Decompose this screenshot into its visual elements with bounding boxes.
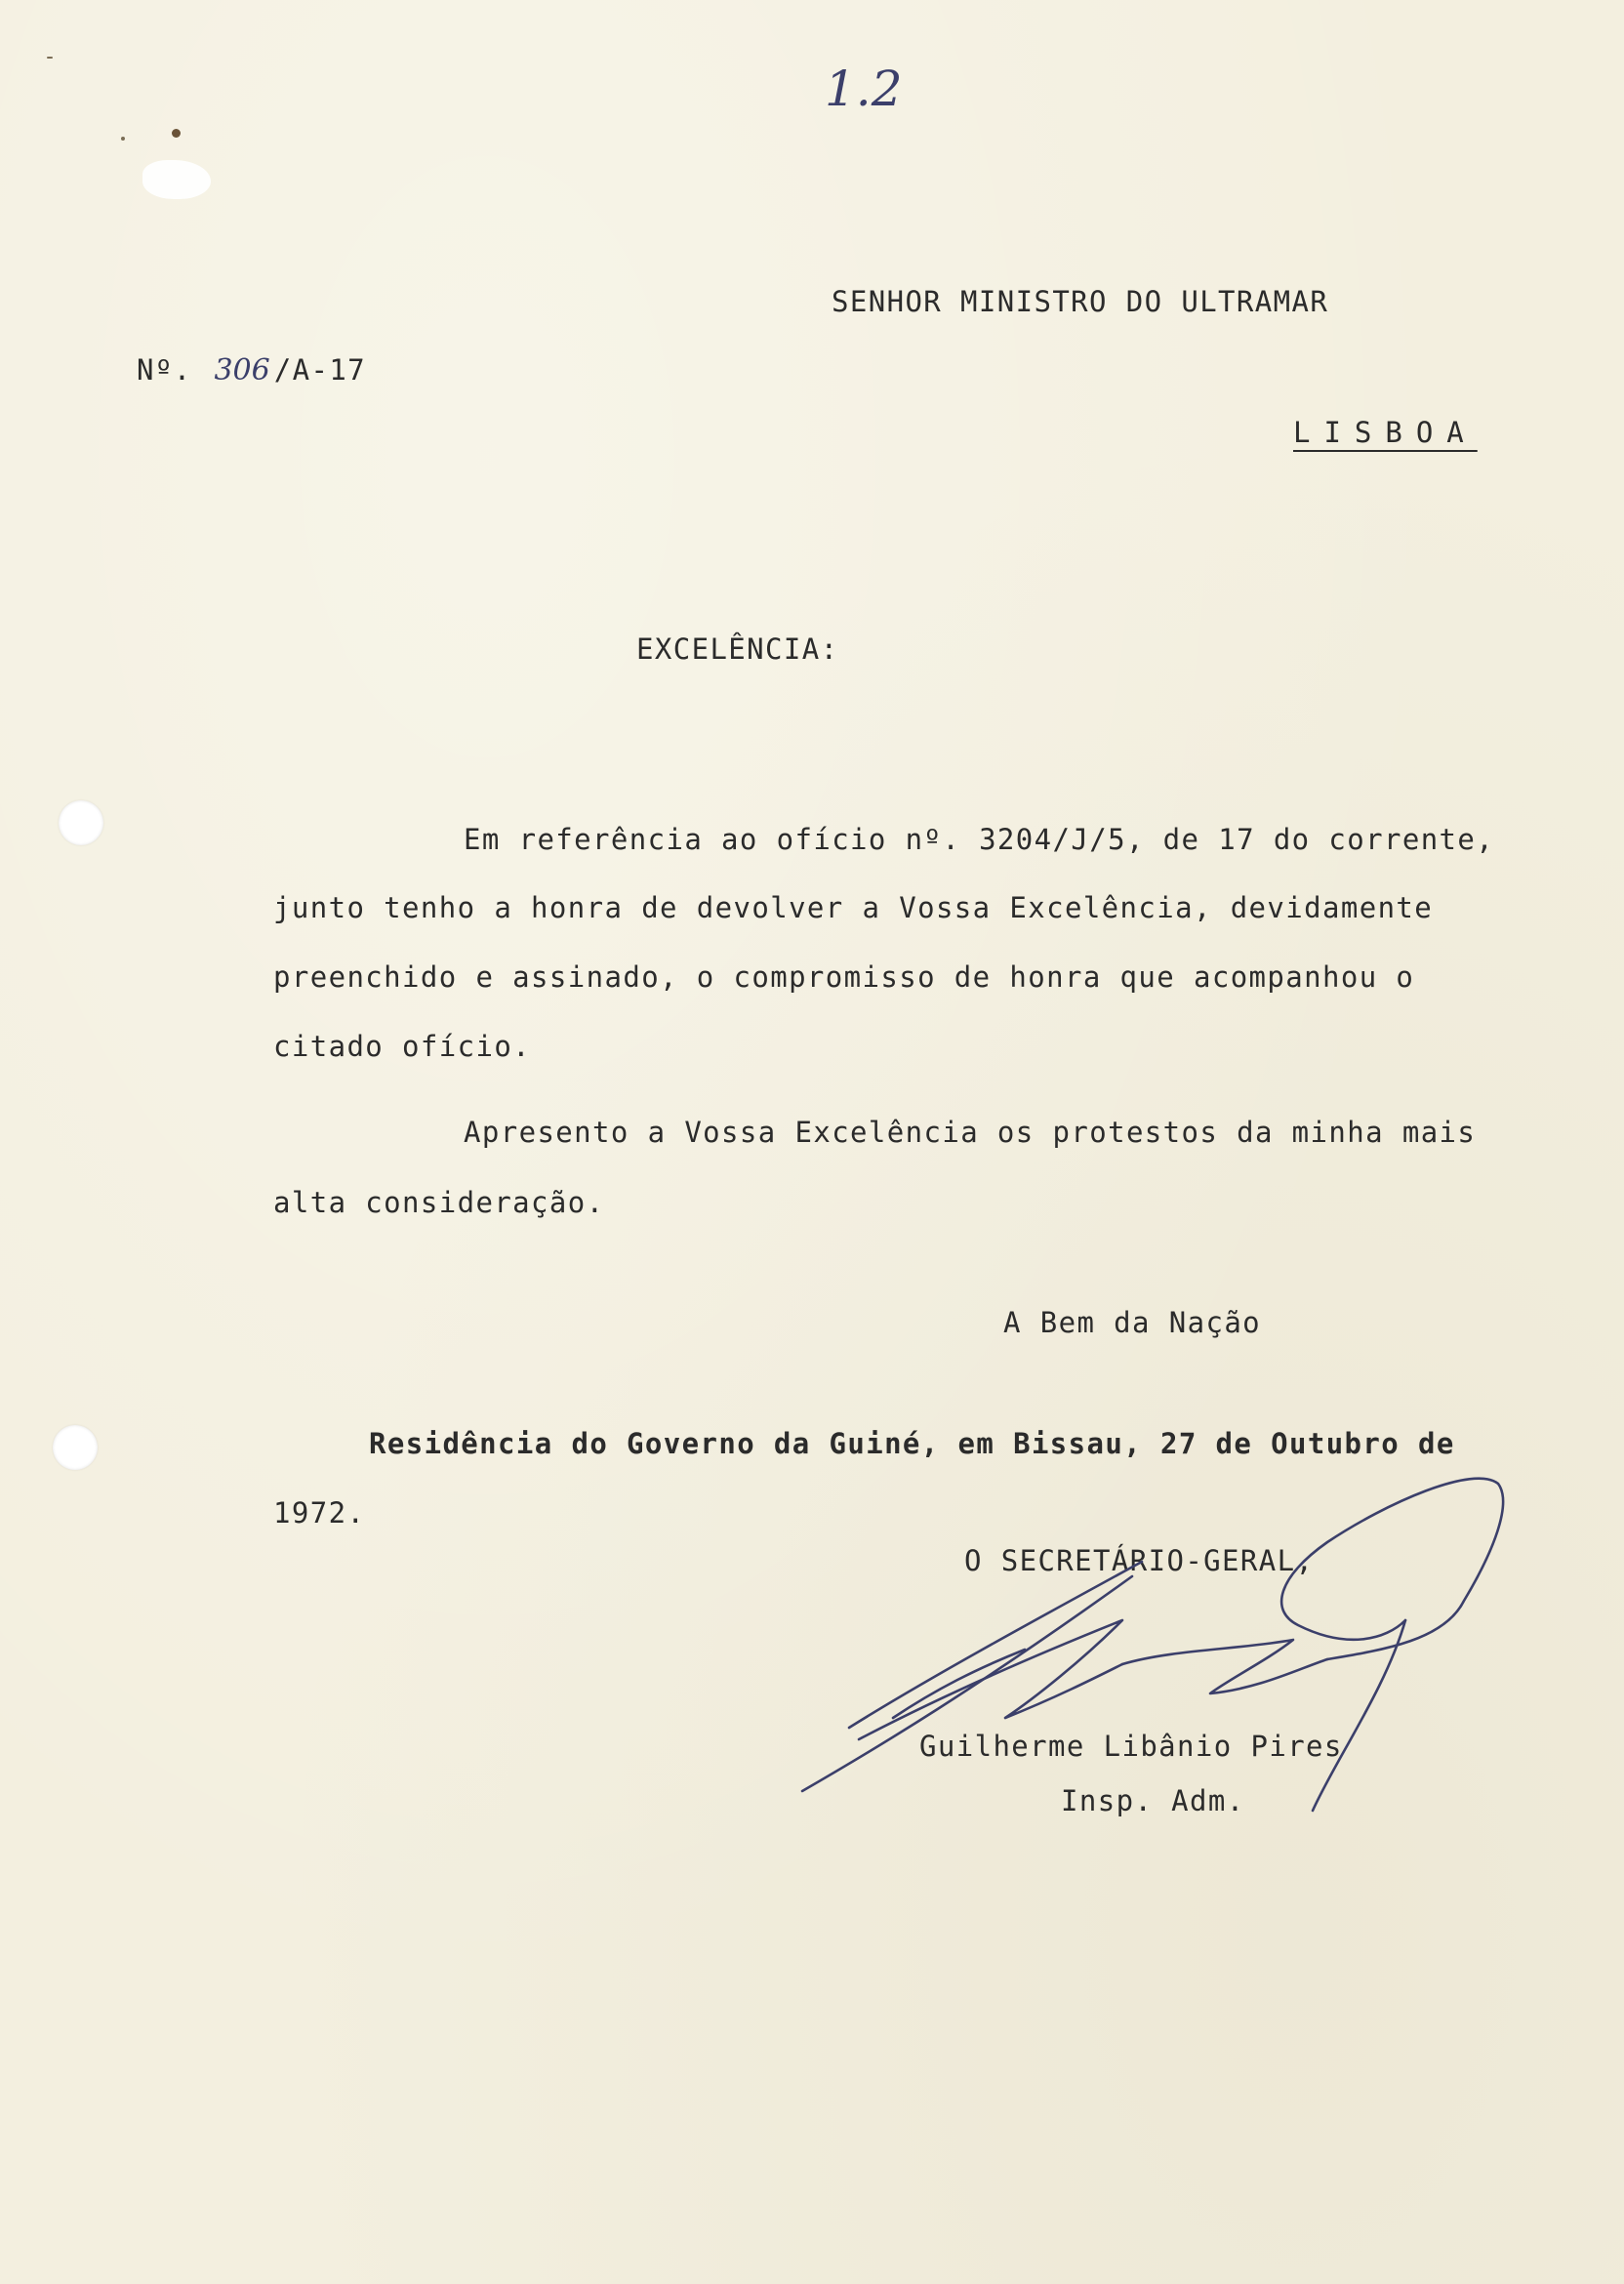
- reference-prefix: Nº.: [137, 353, 192, 387]
- signatory-title: O SECRETÁRIO-GERAL,: [964, 1544, 1315, 1577]
- reference-handwritten-number: 306: [214, 353, 270, 387]
- paragraph2-line: alta consideração.: [273, 1186, 605, 1219]
- salutation: EXCELÊNCIA:: [636, 632, 839, 666]
- reference-number: [137, 353, 366, 387]
- page-number: 1.2: [825, 61, 903, 117]
- signatory-name: Guilherme Libânio Pires: [919, 1730, 1343, 1763]
- paragraph1-line: preenchido e assinado, o compromisso de honra que acompanhou o: [273, 960, 1415, 994]
- paper-speck: [121, 137, 125, 141]
- signatory-role: Insp. Adm.: [1061, 1784, 1245, 1817]
- place-date-line: Residência do Governo da Guiné, em Bissau, 27 de Outubro de: [369, 1427, 1455, 1460]
- paragraph1-line: citado ofício.: [273, 1030, 532, 1063]
- punch-hole-upper: [59, 800, 103, 845]
- paper-speck: [47, 57, 53, 59]
- paragraph1-line: Em referência ao ofício nº. 3204/J/5, de 17 do corrente,: [464, 823, 1495, 856]
- paper-speck: [172, 129, 181, 138]
- closing-formula: A Bem da Nação: [1003, 1306, 1262, 1339]
- paragraph2-line: Apresento a Vossa Excelência os protestos da minha mais: [464, 1116, 1477, 1149]
- punch-hole-lower: [53, 1425, 98, 1470]
- reference-suffix: /A-17: [273, 353, 367, 387]
- paragraph1-line: junto tenho a honra de devolver a Vossa Excelência, devidamente: [273, 891, 1434, 924]
- paper-tear: [142, 160, 211, 199]
- city: LISBOA: [1293, 416, 1478, 449]
- place-date-year: 1972.: [273, 1496, 366, 1529]
- addressee: SENHOR MINISTRO DO ULTRAMAR: [832, 285, 1329, 318]
